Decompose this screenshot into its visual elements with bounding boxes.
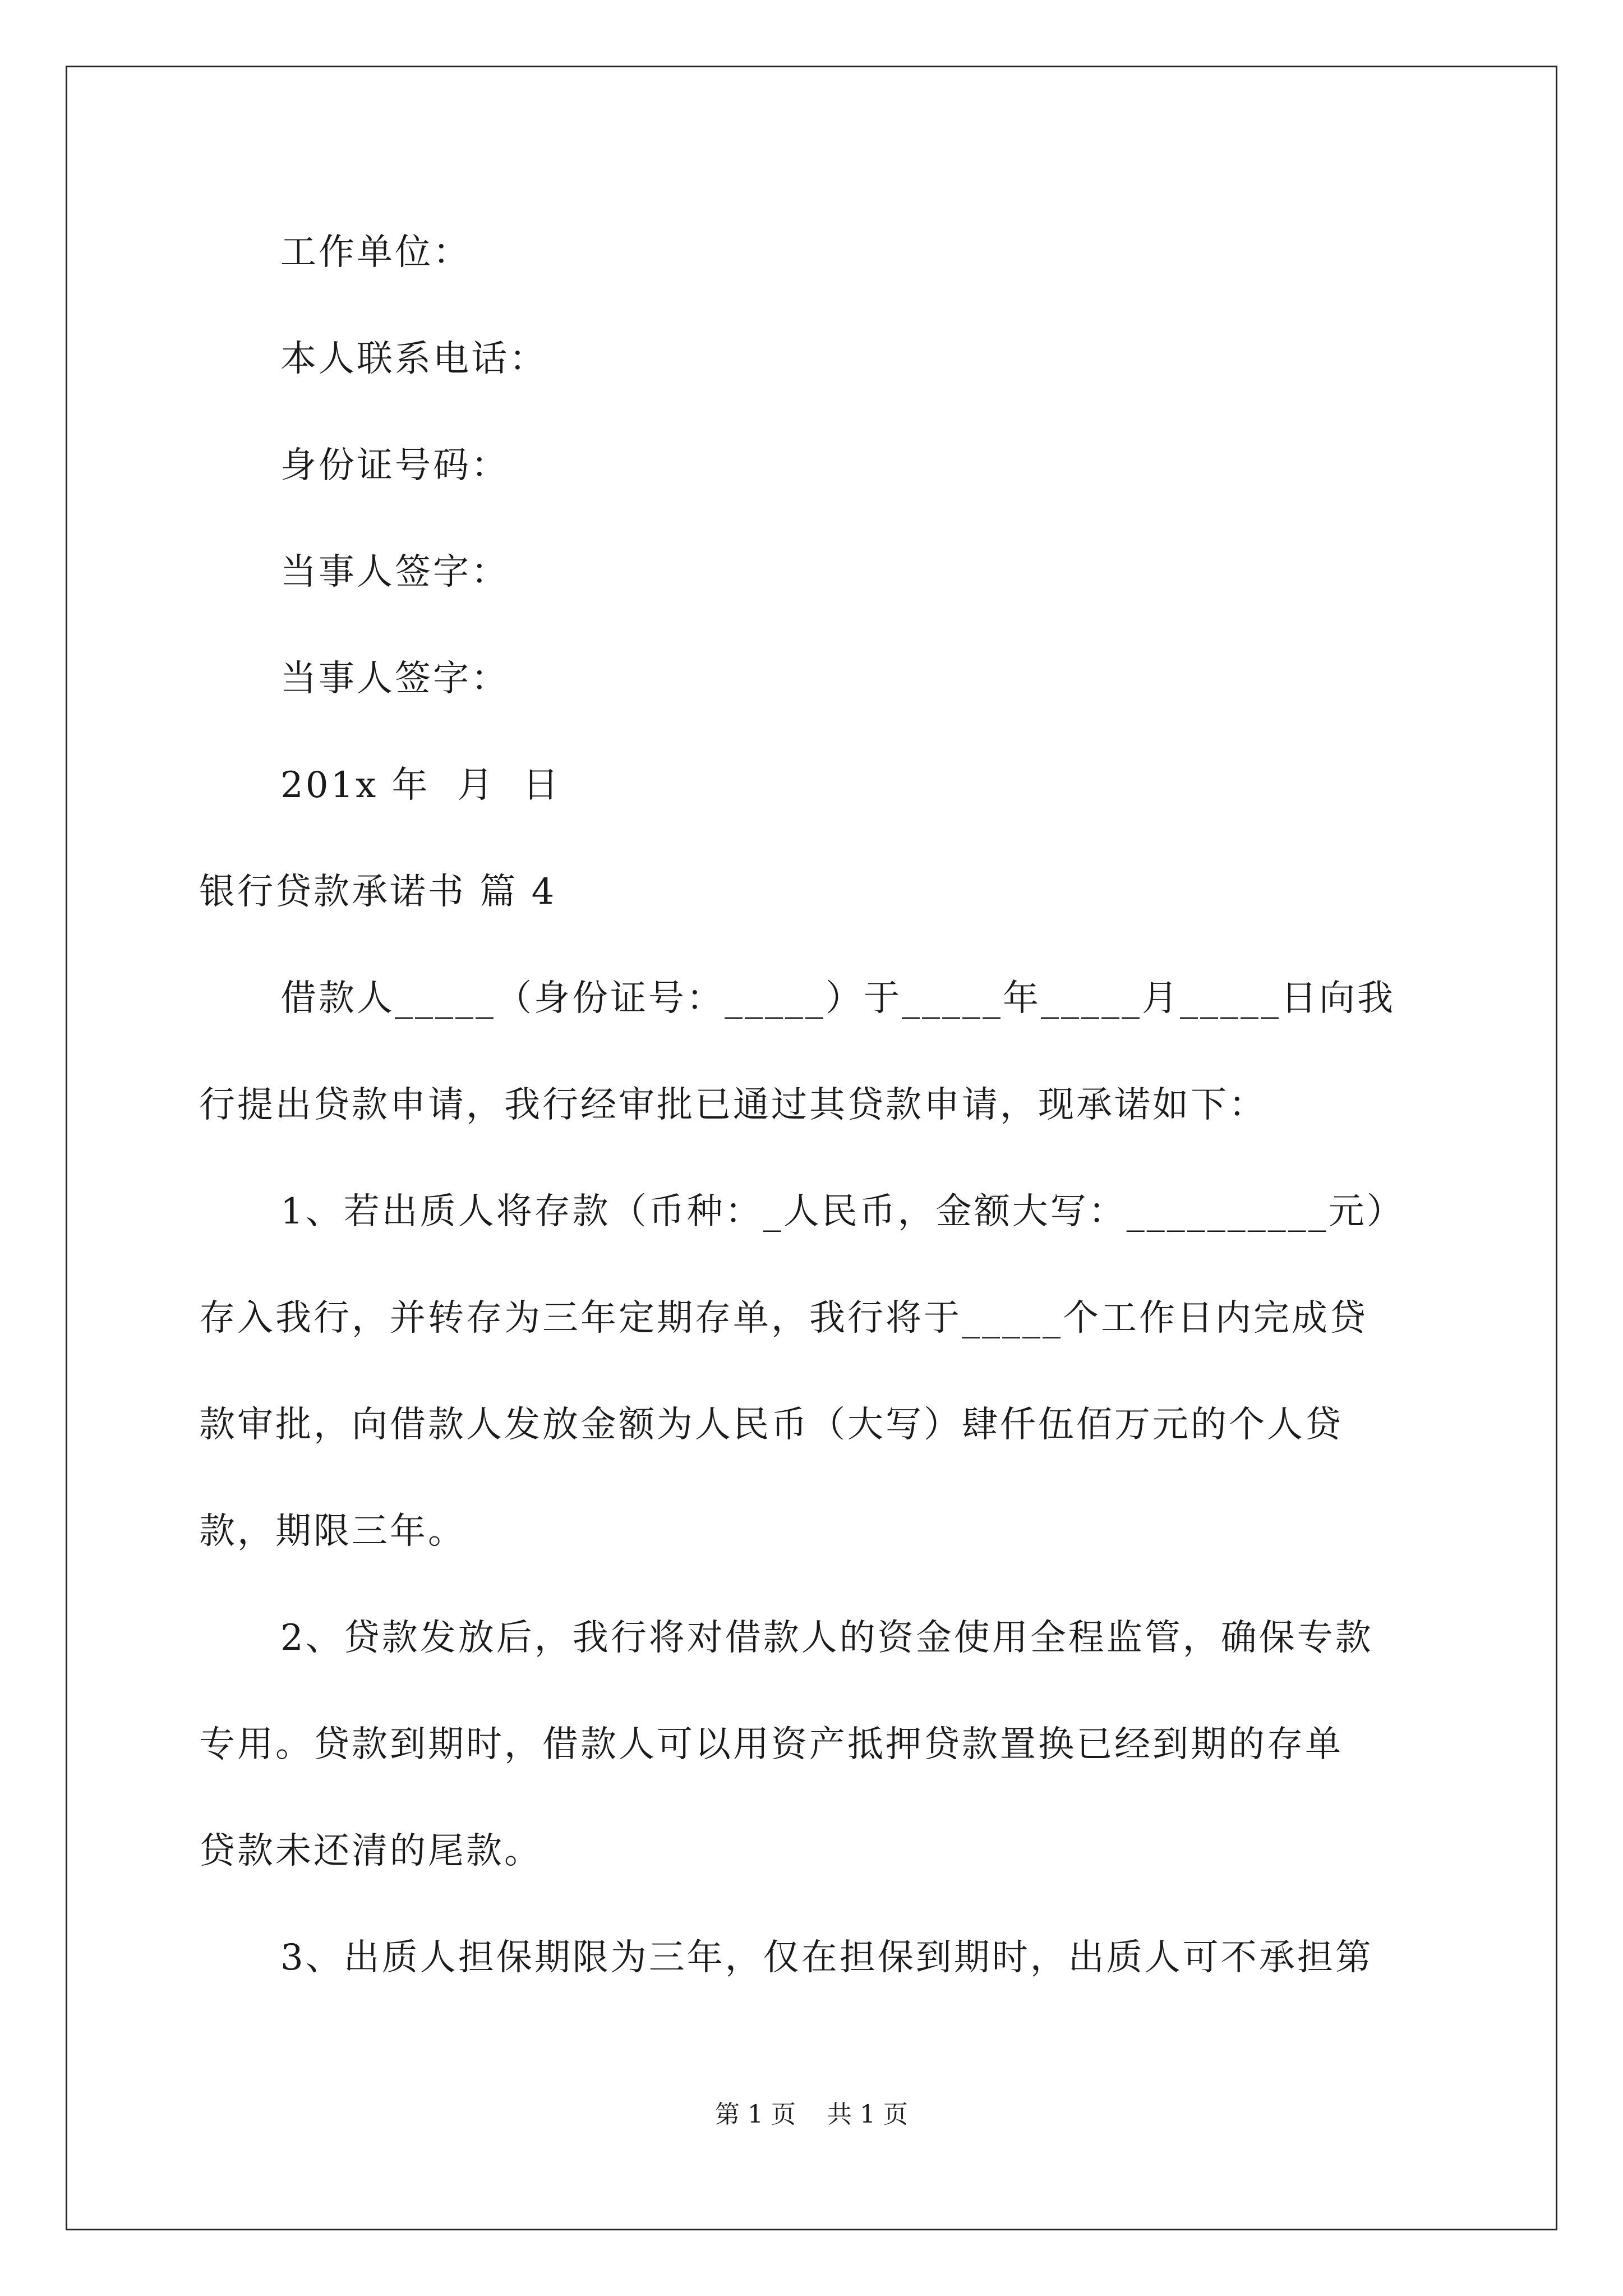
field-id-number: 身份证号码： [280, 445, 509, 486]
body-line: 贷款未还清的尾款。 [199, 1830, 542, 1872]
body-line: 2、贷款发放后，我行将对借款人的资金使用全程监管，确保专款 [280, 1617, 1373, 1659]
body-line: 行提出贷款申请，我行经审批已通过其贷款申请，现承诺如下： [199, 1084, 1267, 1126]
field-phone: 本人联系电话： [280, 338, 547, 380]
page-footer: 第 1 页 共 1 页 [715, 2100, 908, 2129]
field-date: 201x 年 月 日 [280, 765, 561, 806]
body-line: 借款人_____（身份证号：_____）于_____年_____月_____日向我 [280, 978, 1395, 1019]
field-signature-1: 当事人签字： [280, 551, 509, 593]
field-signature-2: 当事人签字： [280, 658, 509, 700]
field-work-unit: 工作单位： [280, 232, 471, 273]
body-line: 存入我行，并转存为三年定期存单，我行将于_____个工作日内完成贷 [199, 1297, 1368, 1339]
page-border [66, 66, 1557, 2230]
section-title: 银行贷款承诺书 篇 4 [199, 871, 557, 913]
body-line: 款，期限三年。 [199, 1511, 466, 1552]
body-line: 款审批，向借款人发放金额为人民币（大写）肆仟伍佰万元的个人贷 [199, 1404, 1343, 1446]
body-line: 1、若出质人将存款（币种：_人民币，金额大写：__________元） [280, 1191, 1405, 1232]
body-line: 3、出质人担保期限为三年，仅在担保到期时，出质人可不承担第 [280, 1937, 1373, 1978]
body-line: 专用。贷款到期时，借款人可以用资产抵押贷款置换已经到期的存单 [199, 1724, 1343, 1765]
